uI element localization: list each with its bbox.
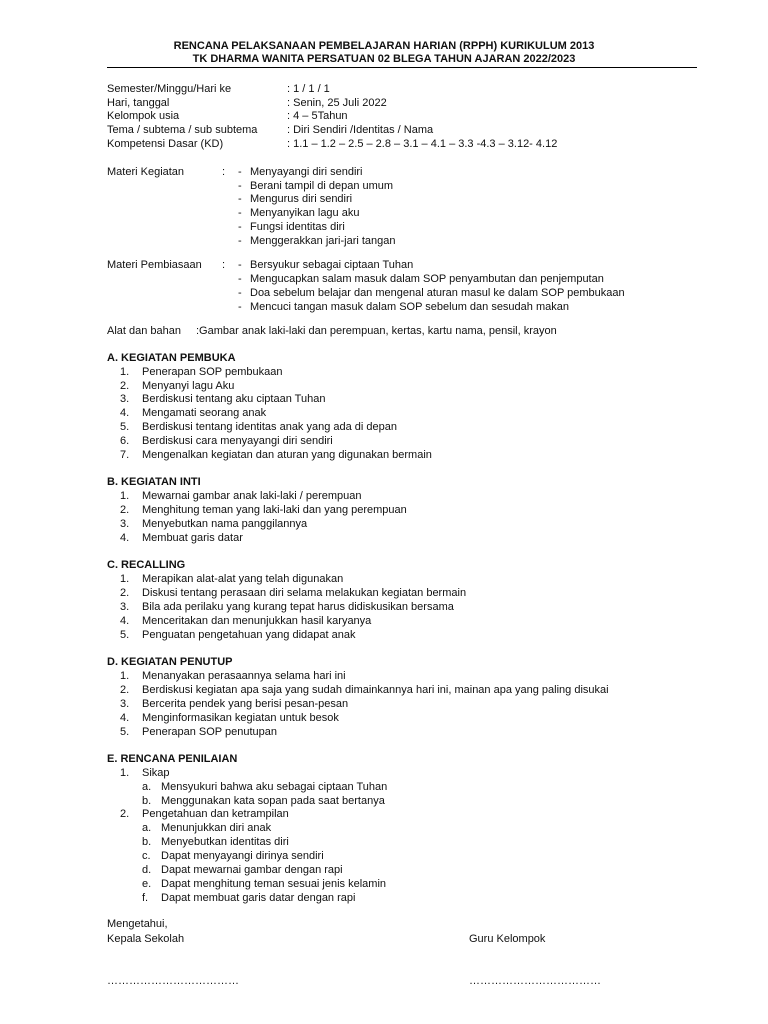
list-item: Berdiskusi tentang identitas anak yang ada di depan <box>142 421 398 433</box>
sublist-item: Dapat menghitung teman sesuai jenis kelamin <box>161 878 387 890</box>
identity-value: : 1.1 – 1.2 – 2.5 – 2.8 – 3.1 – 4.1 – 3.3 -4.3 – 3.12- 4.12 <box>287 138 558 150</box>
identity-value: : Diri Sendiri /Identitas / Nama <box>287 124 434 136</box>
list-item: Diskusi tentang perasaan diri selama melakukan kegiatan bermain <box>142 587 467 599</box>
sublist-item: Menunjukkan diri anak <box>161 822 272 834</box>
list-number: 2. <box>120 684 130 696</box>
signature-line-right: ……………………………… <box>469 975 601 987</box>
bullet-dash: - <box>238 273 242 285</box>
mengetahui-label: Mengetahui, <box>107 918 168 930</box>
section-heading: B. KEGIATAN INTI <box>107 476 201 488</box>
sublist-item: Menggunakan kata sopan pada saat bertanya <box>161 795 385 807</box>
list-item: Mengucapkan salam masuk dalam SOP penyambutan dan penjemputan <box>250 273 604 285</box>
materi-kegiatan-colon: : <box>222 166 226 178</box>
list-item: Membuat garis datar <box>142 532 243 544</box>
list-number: 3. <box>120 601 130 613</box>
sublist-item: Dapat membuat garis datar dengan rapi <box>161 892 356 904</box>
list-number: 5. <box>120 421 130 433</box>
list-number: 2. <box>120 808 130 820</box>
list-item: Fungsi identitas diri <box>250 221 345 233</box>
list-number: 1. <box>120 366 130 378</box>
materi-pembiasaan-label: Materi Pembiasaan <box>107 259 202 271</box>
list-item: Doa sebelum belajar dan mengenal aturan masul ke dalam SOP pembukaan <box>250 287 625 299</box>
identity-label: Semester/Minggu/Hari ke <box>107 83 232 95</box>
identity-label: Kompetensi Dasar (KD) <box>107 138 224 150</box>
list-item: Menceritakan dan menunjukkan hasil karyanya <box>142 615 372 627</box>
sublist-letter: b. <box>142 836 152 848</box>
alat-value: :Gambar anak laki-laki dan perempuan, kertas, kartu nama, pensil, krayon <box>196 325 557 337</box>
list-number: 1. <box>120 670 130 682</box>
list-item: Menghitung teman yang laki-laki dan yang perempuan <box>142 504 407 516</box>
list-item: Bersyukur sebagai ciptaan Tuhan <box>250 259 414 271</box>
sublist-item: Dapat menyayangi dirinya sendiri <box>161 850 324 862</box>
sublist-letter: f. <box>142 892 149 904</box>
list-number: 1. <box>120 573 130 585</box>
list-number: 3. <box>120 698 130 710</box>
list-number: 2. <box>120 380 130 392</box>
document-title-line1: RENCANA PELAKSANAAN PEMBELAJARAN HARIAN (RPPH) KURIKULUM 2013 <box>173 40 595 52</box>
identity-label: Hari, tanggal <box>107 97 170 109</box>
list-number: 7. <box>120 449 130 461</box>
sublist-letter: b. <box>142 795 152 807</box>
list-item: Sikap <box>142 767 170 779</box>
sublist-item: Menyebutkan identitas diri <box>161 836 289 848</box>
sublist-item: Dapat mewarnai gambar dengan rapi <box>161 864 343 876</box>
bullet-dash: - <box>238 166 242 178</box>
list-item: Menanyakan perasaannya selama hari ini <box>142 670 346 682</box>
list-item: Menyayangi diri sendiri <box>250 166 363 178</box>
list-item: Mewarnai gambar anak laki-laki / perempuan <box>142 490 362 502</box>
list-item: Mengurus diri sendiri <box>250 193 353 205</box>
signature-line-left: ……………………………… <box>107 975 239 987</box>
list-item: Berdiskusi kegiatan apa saja yang sudah dimainkannya hari ini, mainan apa yang paling disukai <box>142 684 609 696</box>
alat-label: Alat dan bahan <box>107 325 182 337</box>
list-item: Menyanyi lagu Aku <box>142 380 235 392</box>
document-title-line2: TK DHARMA WANITA PERSATUAN 02 BLEGA TAHUN AJARAN 2022/2023 <box>192 53 576 65</box>
list-item: Penguatan pengetahuan yang didapat anak <box>142 629 356 641</box>
bullet-dash: - <box>238 180 242 192</box>
list-item: Menyanyikan lagu aku <box>250 207 360 219</box>
bullet-dash: - <box>238 301 242 313</box>
title-underline <box>107 67 697 68</box>
list-number: 4. <box>120 615 130 627</box>
list-item: Menggerakkan jari-jari tangan <box>250 235 396 247</box>
sublist-item: Mensyukuri bahwa aku sebagai ciptaan Tuhan <box>161 781 388 793</box>
bullet-dash: - <box>238 221 242 233</box>
section-heading: C. RECALLING <box>107 559 186 571</box>
bullet-dash: - <box>238 235 242 247</box>
sublist-letter: a. <box>142 781 152 793</box>
list-item: Mencuci tangan masuk dalam SOP sebelum dan sesudah makan <box>250 301 569 313</box>
list-number: 4. <box>120 532 130 544</box>
identity-value: : 4 – 5Tahun <box>287 110 348 122</box>
list-item: Berdiskusi tentang aku ciptaan Tuhan <box>142 393 326 405</box>
identity-value: : 1 / 1 / 1 <box>287 83 330 95</box>
list-number: 3. <box>120 518 130 530</box>
identity-label: Tema / subtema / sub subtema <box>107 124 258 136</box>
list-item: Bercerita pendek yang berisi pesan-pesan <box>142 698 349 710</box>
list-item: Menginformasikan kegiatan untuk besok <box>142 712 339 724</box>
list-number: 3. <box>120 393 130 405</box>
list-item: Berani tampil di depan umum <box>250 180 394 192</box>
list-item: Menyebutkan nama panggilannya <box>142 518 308 530</box>
materi-pembiasaan-colon: : <box>222 259 226 271</box>
list-item: Pengetahuan dan ketrampilan <box>142 808 289 820</box>
sublist-letter: e. <box>142 878 152 890</box>
list-item: Bila ada perilaku yang kurang tepat harus didiskusikan bersama <box>142 601 454 613</box>
bullet-dash: - <box>238 207 242 219</box>
section-heading: D. KEGIATAN PENUTUP <box>107 656 233 668</box>
section-heading: E. RENCANA PENILAIAN <box>107 753 238 765</box>
bullet-dash: - <box>238 287 242 299</box>
guru-kelompok-label: Guru Kelompok <box>469 933 546 945</box>
sublist-letter: a. <box>142 822 152 834</box>
section-heading: A. KEGIATAN PEMBUKA <box>107 352 236 364</box>
identity-value: : Senin, 25 Juli 2022 <box>287 97 387 109</box>
list-number: 1. <box>120 490 130 502</box>
list-item: Mengenalkan kegiatan dan aturan yang digunakan bermain <box>142 449 432 461</box>
sublist-letter: c. <box>142 850 151 862</box>
list-item: Mengamati seorang anak <box>142 407 267 419</box>
materi-kegiatan-label: Materi Kegiatan <box>107 166 185 178</box>
list-number: 6. <box>120 435 130 447</box>
list-number: 4. <box>120 712 130 724</box>
list-number: 5. <box>120 726 130 738</box>
list-number: 2. <box>120 587 130 599</box>
list-number: 1. <box>120 767 130 779</box>
bullet-dash: - <box>238 193 242 205</box>
list-item: Merapikan alat-alat yang telah digunakan <box>142 573 344 585</box>
list-item: Penerapan SOP penutupan <box>142 726 277 738</box>
identity-label: Kelompok usia <box>107 110 180 122</box>
kepala-sekolah-label: Kepala Sekolah <box>107 933 185 945</box>
list-number: 4. <box>120 407 130 419</box>
list-item: Berdiskusi cara menyayangi diri sendiri <box>142 435 333 447</box>
sublist-letter: d. <box>142 864 152 876</box>
list-item: Penerapan SOP pembukaan <box>142 366 283 378</box>
bullet-dash: - <box>238 259 242 271</box>
list-number: 5. <box>120 629 130 641</box>
list-number: 2. <box>120 504 130 516</box>
